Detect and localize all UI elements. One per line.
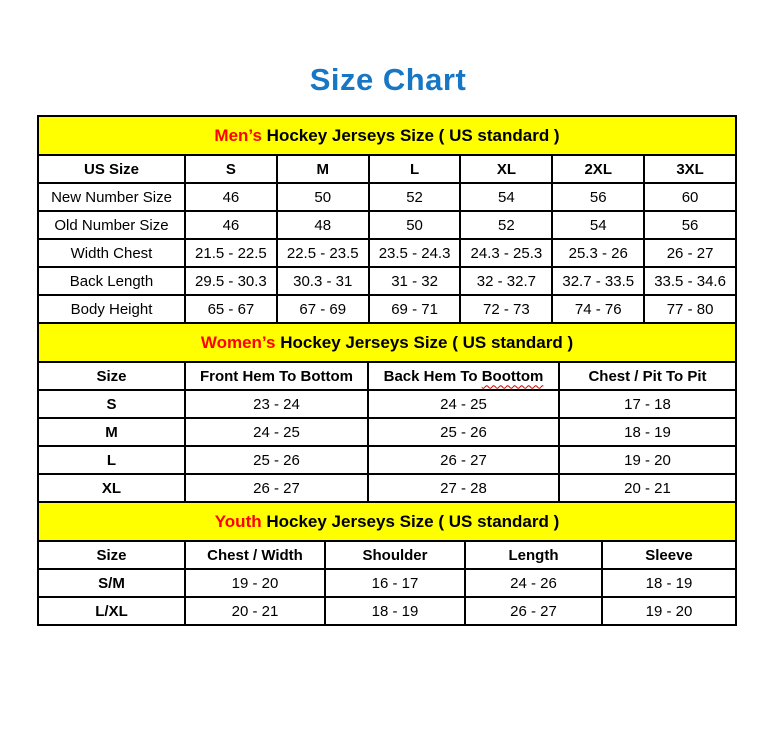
women-size-table xyxy=(37,322,737,503)
youth-section-banner xyxy=(38,502,736,541)
table-cell: 46 xyxy=(185,211,277,239)
table-cell: 27 - 28 xyxy=(368,474,559,502)
table-cell: 74 - 76 xyxy=(552,295,644,323)
table-cell: 24.3 - 25.3 xyxy=(460,239,552,267)
table-cell: 50 xyxy=(369,211,461,239)
youth-col-header: Size xyxy=(38,541,185,569)
women-col-header: Size xyxy=(38,362,185,390)
men-col-header: S xyxy=(185,155,277,183)
row-label: New Number Size xyxy=(38,183,185,211)
table-row xyxy=(38,446,736,474)
table-cell: 67 - 69 xyxy=(277,295,369,323)
table-cell: 22.5 - 23.5 xyxy=(277,239,369,267)
men-col-header: 3XL xyxy=(644,155,736,183)
row-label: L/XL xyxy=(38,597,185,625)
table-cell: 19 - 20 xyxy=(185,569,325,597)
table-cell: 20 - 21 xyxy=(559,474,736,502)
table-row xyxy=(38,597,736,625)
youth-col-header: Shoulder xyxy=(325,541,465,569)
row-label: L xyxy=(38,446,185,474)
men-col-header: 2XL xyxy=(552,155,644,183)
table-cell: 23.5 - 24.3 xyxy=(369,239,461,267)
women-banner-text: Hockey Jerseys Size ( US standard ) xyxy=(275,332,574,352)
table-cell: 46 xyxy=(185,183,277,211)
table-cell: 31 - 32 xyxy=(369,267,461,295)
table-cell: 50 xyxy=(277,183,369,211)
women-col-header: Front Hem To Bottom xyxy=(185,362,368,390)
table-cell: 56 xyxy=(644,211,736,239)
table-row xyxy=(38,267,736,295)
table-cell: 32.7 - 33.5 xyxy=(552,267,644,295)
row-label: S xyxy=(38,390,185,418)
table-row xyxy=(38,390,736,418)
table-row xyxy=(38,474,736,502)
table-row xyxy=(38,569,736,597)
size-chart-page xyxy=(0,62,776,626)
table-row xyxy=(38,295,736,323)
table-cell: 24 - 25 xyxy=(185,418,368,446)
table-cell: 19 - 20 xyxy=(559,446,736,474)
youth-banner-row xyxy=(38,502,736,541)
table-cell: 54 xyxy=(460,183,552,211)
table-cell: 17 - 18 xyxy=(559,390,736,418)
page-title: Size Chart xyxy=(309,62,467,97)
table-cell: 32 - 32.7 xyxy=(460,267,552,295)
men-header-row xyxy=(38,155,736,183)
table-cell: 25.3 - 26 xyxy=(552,239,644,267)
men-col-header: L xyxy=(369,155,461,183)
table-row xyxy=(38,211,736,239)
table-cell: 26 - 27 xyxy=(368,446,559,474)
youth-col-header: Sleeve xyxy=(602,541,736,569)
table-cell: 24 - 26 xyxy=(465,569,602,597)
row-label: Body Height xyxy=(38,295,185,323)
men-section-banner xyxy=(38,116,736,155)
table-cell: 25 - 26 xyxy=(368,418,559,446)
youth-col-header: Length xyxy=(465,541,602,569)
misspelled-word: Boottom xyxy=(481,367,544,385)
table-cell: 29.5 - 30.3 xyxy=(185,267,277,295)
table-cell: 24 - 25 xyxy=(368,390,559,418)
table-cell: 26 - 27 xyxy=(185,474,368,502)
size-tables xyxy=(37,115,737,626)
table-cell: 19 - 20 xyxy=(602,597,736,625)
table-cell: 52 xyxy=(460,211,552,239)
men-banner-text: Hockey Jerseys Size ( US standard ) xyxy=(261,125,560,145)
women-header-row xyxy=(38,362,736,390)
men-size-table xyxy=(37,115,737,324)
men-col-header: XL xyxy=(460,155,552,183)
table-cell: 26 - 27 xyxy=(465,597,602,625)
youth-header-row xyxy=(38,541,736,569)
table-cell: 18 - 19 xyxy=(602,569,736,597)
row-label: Back Length xyxy=(38,267,185,295)
table-cell: 26 - 27 xyxy=(644,239,736,267)
table-cell: 18 - 19 xyxy=(325,597,465,625)
table-row xyxy=(38,418,736,446)
youth-size-table xyxy=(37,501,737,626)
men-banner-accent: Men’s xyxy=(214,125,262,145)
table-cell: 20 - 21 xyxy=(185,597,325,625)
men-col-header: US Size xyxy=(38,155,185,183)
table-cell: 33.5 - 34.6 xyxy=(644,267,736,295)
table-cell: 18 - 19 xyxy=(559,418,736,446)
table-cell: 48 xyxy=(277,211,369,239)
women-col-header xyxy=(368,362,559,390)
row-label: Old Number Size xyxy=(38,211,185,239)
youth-col-header: Chest / Width xyxy=(185,541,325,569)
row-label: XL xyxy=(38,474,185,502)
row-label: S/M xyxy=(38,569,185,597)
women-banner-row xyxy=(38,323,736,362)
women-col-header: Chest / Pit To Pit xyxy=(559,362,736,390)
youth-banner-accent: Youth xyxy=(214,511,262,531)
table-cell: 52 xyxy=(369,183,461,211)
table-cell: 23 - 24 xyxy=(185,390,368,418)
table-row xyxy=(38,183,736,211)
table-cell: 56 xyxy=(552,183,644,211)
table-cell: 30.3 - 31 xyxy=(277,267,369,295)
table-cell: 16 - 17 xyxy=(325,569,465,597)
table-cell: 25 - 26 xyxy=(185,446,368,474)
women-banner-accent: Women’s xyxy=(200,332,276,352)
table-cell: 72 - 73 xyxy=(460,295,552,323)
table-cell: 54 xyxy=(552,211,644,239)
table-cell: 65 - 67 xyxy=(185,295,277,323)
table-cell: 69 - 71 xyxy=(369,295,461,323)
row-label: Width Chest xyxy=(38,239,185,267)
table-cell: 21.5 - 22.5 xyxy=(185,239,277,267)
row-label: M xyxy=(38,418,185,446)
table-cell: 60 xyxy=(644,183,736,211)
header-text: Back Hem To xyxy=(383,367,482,385)
table-row xyxy=(38,239,736,267)
women-section-banner xyxy=(38,323,736,362)
youth-banner-text: Hockey Jerseys Size ( US standard ) xyxy=(261,511,560,531)
table-cell: 77 - 80 xyxy=(644,295,736,323)
men-banner-row xyxy=(38,116,736,155)
men-col-header: M xyxy=(277,155,369,183)
